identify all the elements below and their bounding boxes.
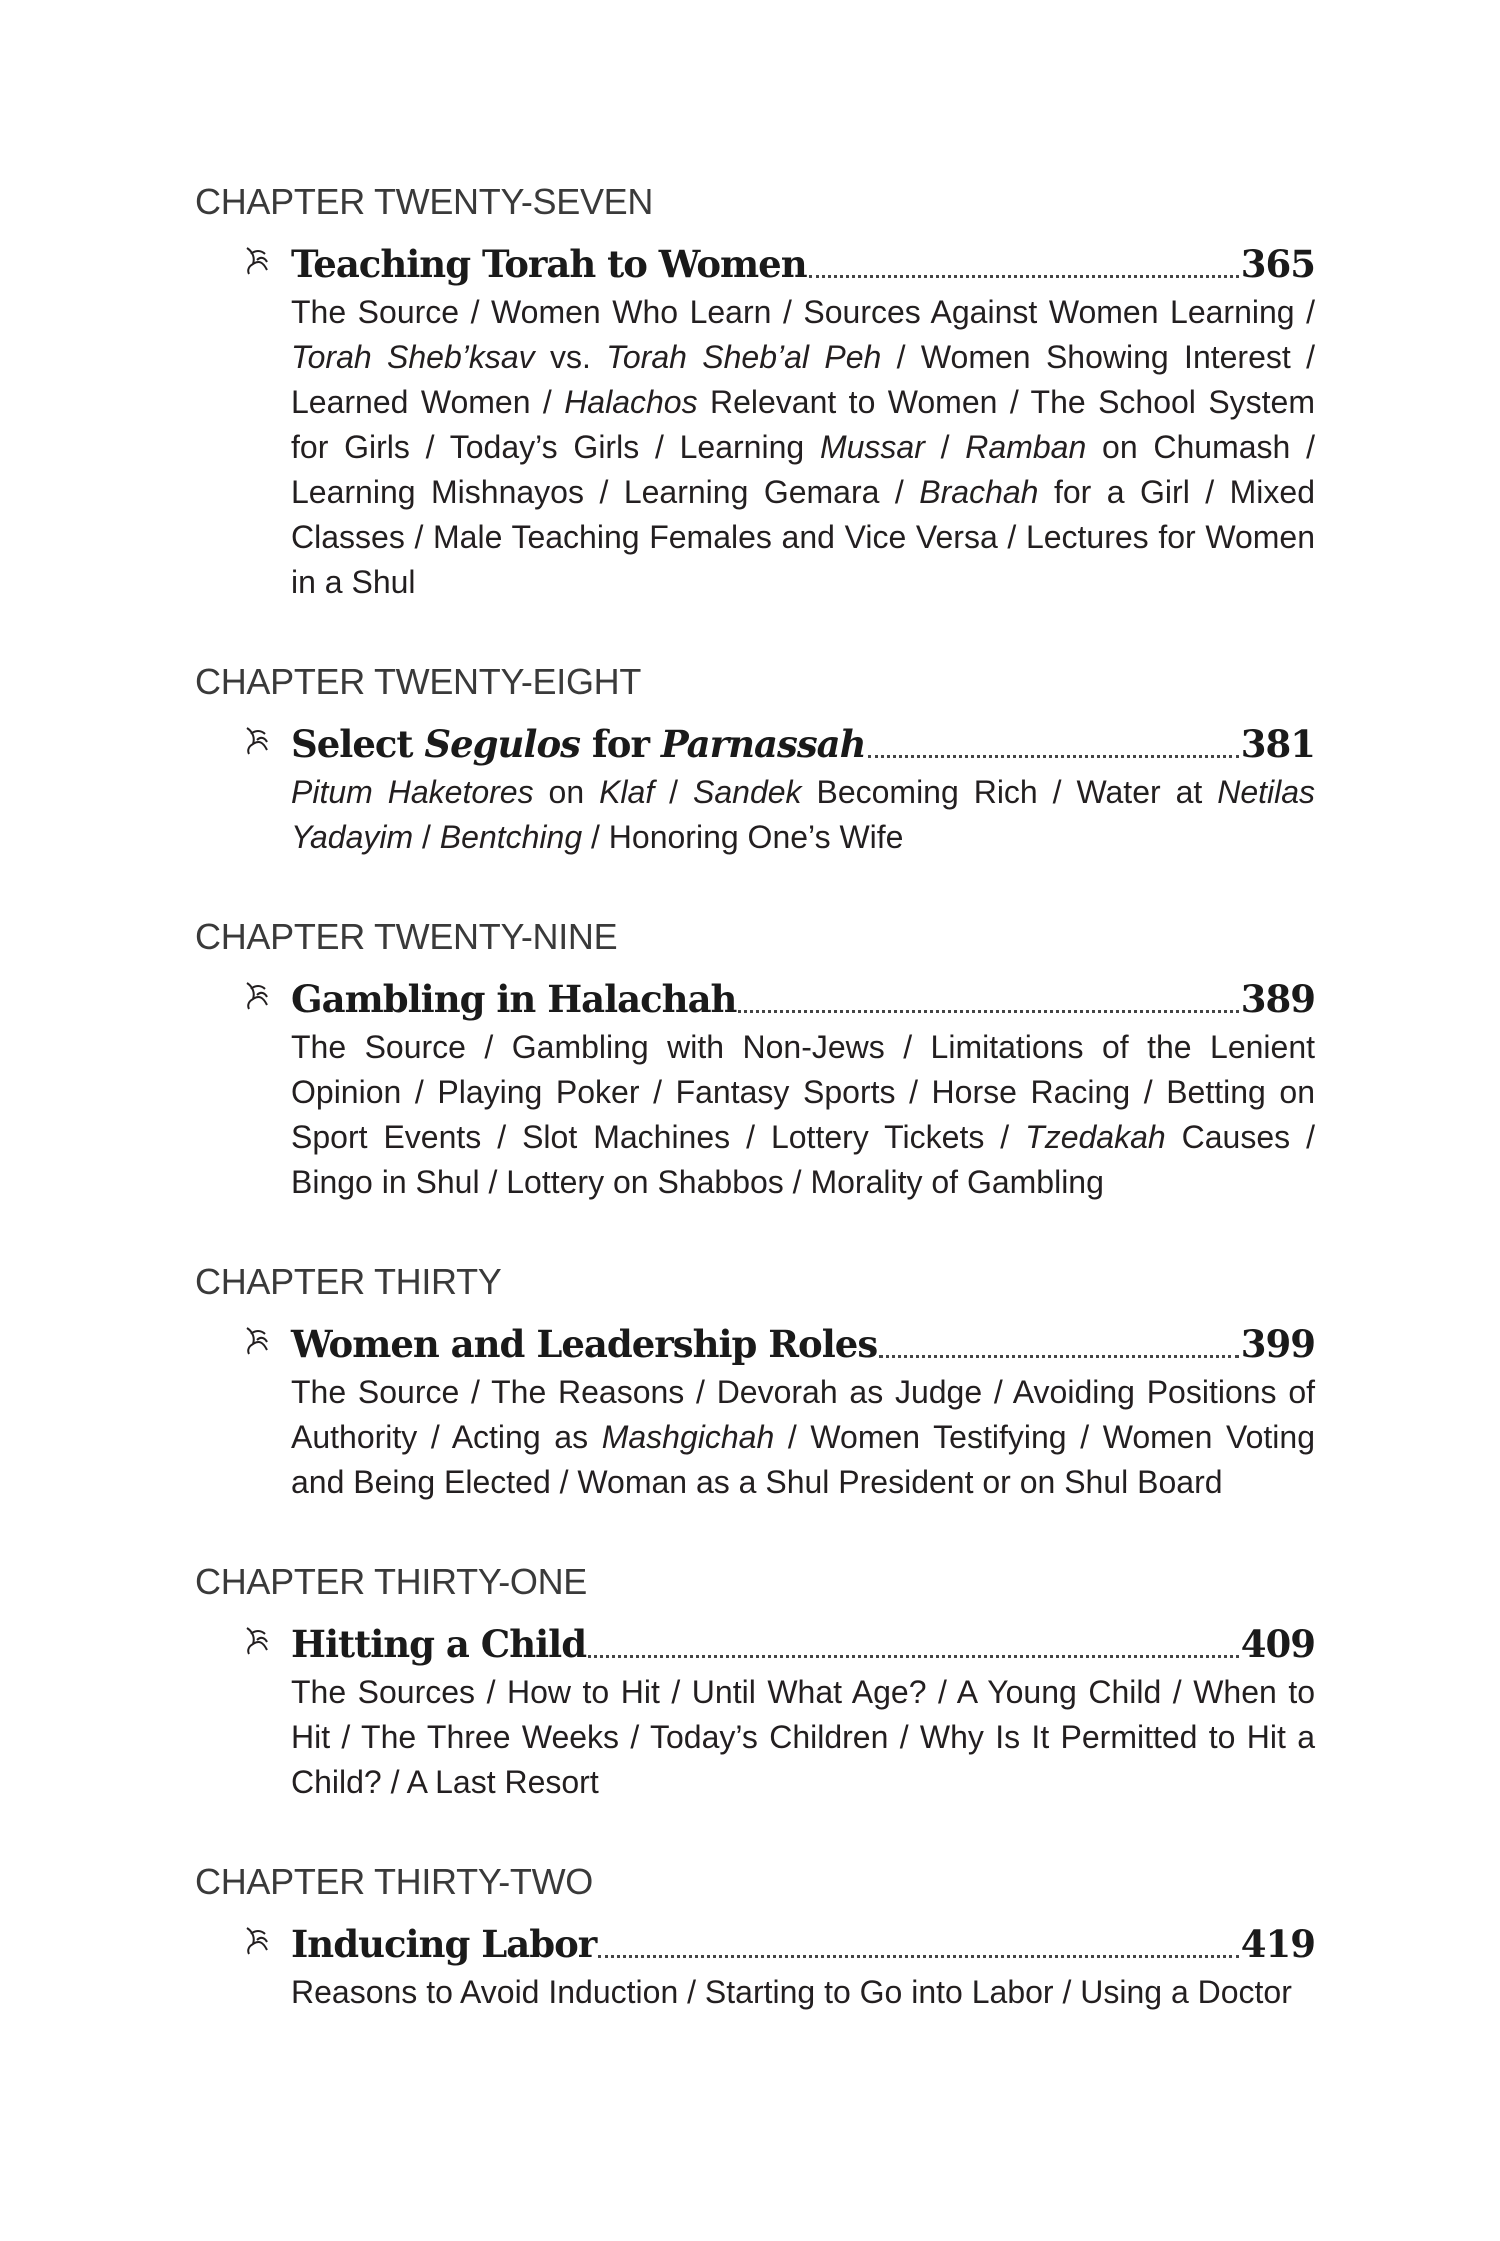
chapter-topics <box>291 1025 1315 1205</box>
chapter-label: CHAPTER TWENTY-NINE <box>195 916 618 957</box>
fleuron-icon <box>243 1624 271 1656</box>
fleuron-icon <box>243 979 271 1011</box>
title-segment: Inducing Labor <box>291 1922 597 1966</box>
chapter-title-line <box>195 1314 1315 1370</box>
topics-segment: Tzedakah <box>1025 1119 1166 1155</box>
page-number: 409 <box>1240 1622 1315 1666</box>
title-segment: Teaching Torah to Women <box>291 242 807 286</box>
topics-segment: Klaf <box>599 774 655 810</box>
chapter-topics <box>291 290 1315 605</box>
topics-segment: Bentching <box>439 819 583 855</box>
topics-segment: The Sources / How to Hit / Until What Age? / A Young Child / When to Hit / The Three Weeks / Today’s Children / Why Is It Permitted to Hit a Child? / A Last Resort <box>291 1674 1315 1800</box>
title-segment: Segulos <box>424 722 580 766</box>
chapter-entry <box>195 915 1315 1205</box>
topics-segment: / Women Showing Interest / Learned Women / <box>291 339 1316 420</box>
page-number: 419 <box>1240 1922 1315 1966</box>
fleuron-icon <box>243 244 271 276</box>
chapter-entry <box>195 660 1315 860</box>
fleuron-icon <box>243 1924 271 1956</box>
chapter-entry <box>195 1260 1315 1505</box>
chapter-title-line <box>195 714 1315 770</box>
topics-segment: The Source / Women Who Learn / Sources Against Women Learning / <box>291 294 1315 330</box>
page-number: 389 <box>1240 977 1315 1021</box>
dot-leader <box>588 1655 1239 1658</box>
topics-segment: Mashgichah <box>601 1419 775 1455</box>
chapter-label: CHAPTER THIRTY <box>195 1261 502 1302</box>
dot-leader <box>809 275 1239 278</box>
page-number: 381 <box>1240 722 1315 766</box>
topics-segment: Becoming Rich / Water at <box>801 774 1218 810</box>
dot-leader <box>738 1010 1238 1013</box>
title-segment: for <box>579 722 661 766</box>
title-segment: Gambling in Halachah <box>291 977 737 1021</box>
topics-segment: Relevant to Women / The School System for Girls / Today’s Girls / Learning <box>291 384 1316 465</box>
topics-segment: / <box>924 429 966 465</box>
chapter-topics <box>291 1370 1315 1505</box>
topics-segment: Torah Sheb’al Peh <box>606 339 882 375</box>
chapter-entry <box>195 1860 1315 2015</box>
chapter-title <box>291 720 866 770</box>
chapter-title-line <box>195 1614 1315 1670</box>
chapter-title-line <box>195 1914 1315 1970</box>
chapter-label: CHAPTER THIRTY-ONE <box>195 1561 588 1602</box>
topics-segment: / <box>654 774 693 810</box>
chapter-topics <box>291 1670 1315 1805</box>
topics-segment: Halachos <box>564 384 698 420</box>
dot-leader <box>868 755 1239 758</box>
chapter-title <box>291 240 807 290</box>
topics-segment: / <box>413 819 440 855</box>
fleuron-icon <box>243 1324 271 1356</box>
chapter-entry <box>195 180 1315 605</box>
title-segment: Parnassah <box>660 722 866 766</box>
chapter-topics <box>291 1970 1315 2015</box>
chapter-title <box>291 975 736 1025</box>
chapter-entry <box>195 1560 1315 1805</box>
chapter-title <box>291 1320 877 1370</box>
topics-segment: vs. <box>534 339 607 375</box>
topics-segment: The Source / The Reasons / Devorah as Judge / Avoiding Positions of Authority / Acting as <box>291 1374 1315 1455</box>
topics-segment: Torah Sheb’ksav <box>291 339 535 375</box>
chapter-label: CHAPTER TWENTY-SEVEN <box>195 181 654 222</box>
chapter-label: CHAPTER TWENTY-EIGHT <box>195 661 642 702</box>
topics-segment: Ramban <box>965 429 1087 465</box>
chapter-title-line <box>195 969 1315 1025</box>
topics-segment: / Honoring One’s Wife <box>582 819 904 855</box>
topics-segment: The Source / Gambling with Non-Jews / Limitations of the Lenient Opinion / Playing Poker / Fantasy Sports / Horse Racing / Betting on Sport Events / Slot Machines / Lottery Tickets / <box>291 1029 1315 1155</box>
chapter-title <box>291 1920 596 1970</box>
topics-segment: Mussar <box>819 429 925 465</box>
dot-leader <box>879 1355 1239 1358</box>
topics-segment: Netilas Yadayim <box>291 774 1316 855</box>
topics-segment: Reasons to Avoid Induction / Starting to Go into Labor / Using a Doctor <box>291 1974 1292 2010</box>
topics-segment: on <box>533 774 600 810</box>
topics-segment: / Women Testifying / Women Voting and Being Elected / Woman as a Shul President or on Shul Board <box>291 1419 1315 1500</box>
dot-leader <box>598 1955 1239 1958</box>
chapter-label: CHAPTER THIRTY-TWO <box>195 1861 593 1902</box>
chapter-topics <box>291 770 1315 860</box>
topics-segment: Brachah <box>919 474 1039 510</box>
topics-segment: on Chumash / Learning Mishnayos / Learning Gemara / <box>291 429 1316 510</box>
title-segment: Select <box>291 722 425 766</box>
topics-segment: Pitum Haketores <box>291 774 534 810</box>
fleuron-icon <box>243 724 271 756</box>
page-number: 399 <box>1240 1322 1315 1366</box>
page-number: 365 <box>1240 242 1315 286</box>
topics-segment: Sandek <box>693 774 802 810</box>
topics-segment: for a Girl / Mixed Classes / Male Teaching Females and Vice Versa / Lectures for Women in a Shul <box>291 474 1316 600</box>
title-segment: Hitting a Child <box>291 1622 587 1666</box>
title-segment: Women and Leadership Roles <box>291 1322 878 1366</box>
topics-segment: Causes / Bingo in Shul / Lottery on Shabbos / Morality of Gambling <box>291 1119 1316 1200</box>
chapter-title-line <box>195 234 1315 290</box>
chapter-title <box>291 1620 586 1670</box>
